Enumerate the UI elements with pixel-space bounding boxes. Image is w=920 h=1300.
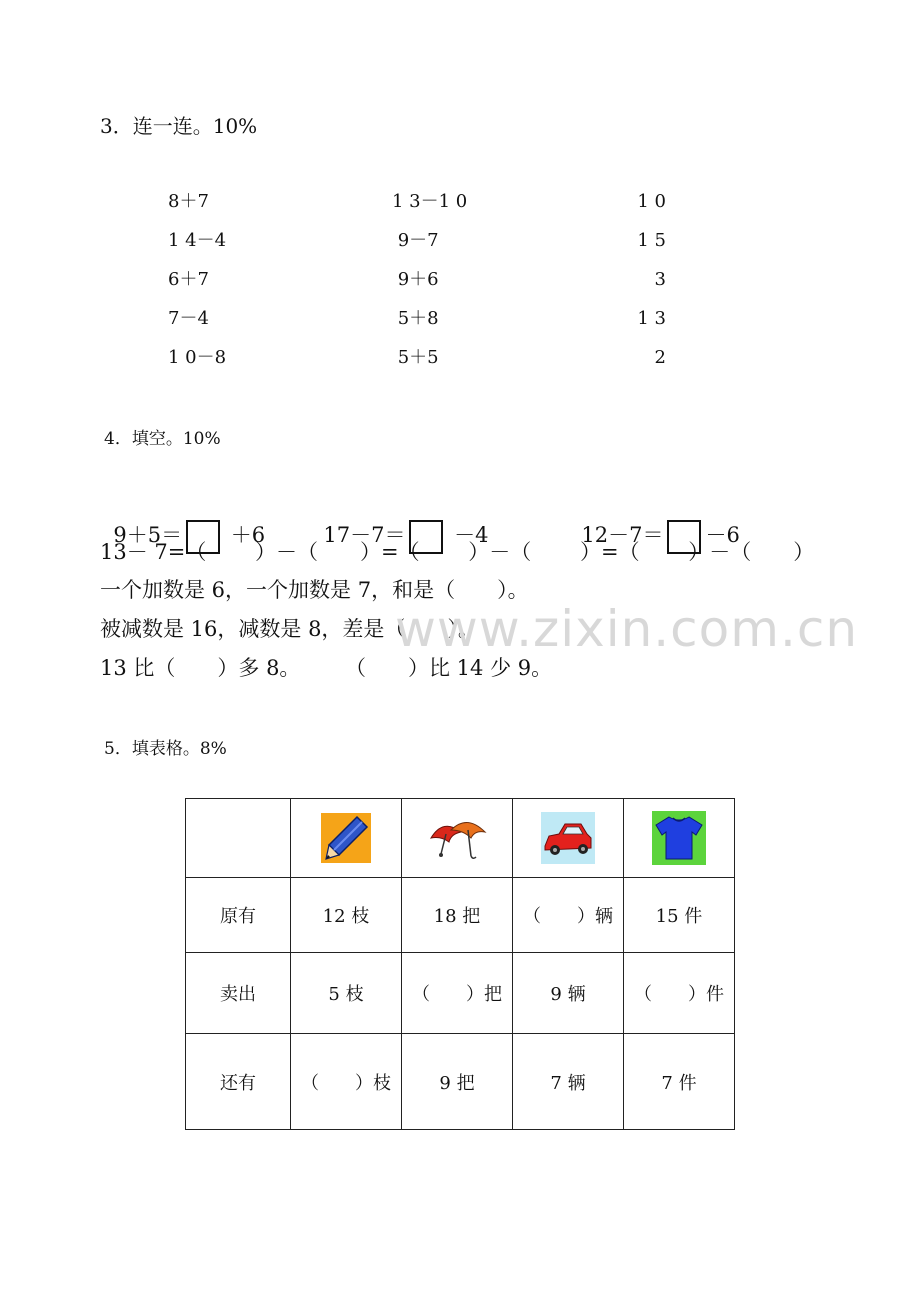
table-cell-blank[interactable]: （ ）辆: [513, 878, 624, 953]
q3-left-item[interactable]: 7－4: [168, 308, 209, 329]
eq1-left: 9＋5＝: [113, 523, 183, 547]
q3-left-item[interactable]: 1 4－4: [168, 230, 227, 251]
eq3-right: －6: [705, 523, 740, 547]
q5-title: 5．填表格。8%: [104, 739, 227, 759]
table-cell: 18 把: [402, 878, 513, 953]
row-label: 卖出: [186, 953, 291, 1034]
header-car: [513, 799, 624, 878]
q3-right-item[interactable]: 2: [654, 347, 666, 368]
q3-middle-item[interactable]: 5＋5: [392, 347, 439, 368]
table-row: [186, 878, 735, 953]
header-umbrella: [402, 799, 513, 878]
table-row: [186, 1034, 735, 1130]
table-cell: 7 辆: [513, 1034, 624, 1130]
table-cell: 15 件: [624, 878, 735, 953]
q3-right-item[interactable]: 1 0: [637, 191, 666, 212]
eq2-right: －4: [447, 523, 489, 547]
table-cell: 12 枝: [291, 878, 402, 953]
table-header-row: [186, 799, 735, 878]
q5-table: [185, 798, 735, 1130]
car-icon: [541, 812, 595, 864]
q4-line-3[interactable]: 一个加数是 6，一个加数是 7，和是（ ）。: [100, 578, 529, 602]
table-cell-blank[interactable]: （ ）把: [402, 953, 513, 1034]
row-label: 还有: [186, 1034, 291, 1130]
table-cell: 5 枝: [291, 953, 402, 1034]
table-cell-blank[interactable]: （ ）枝: [291, 1034, 402, 1130]
q3-middle-item[interactable]: 5＋8: [392, 308, 439, 329]
q4-line-4[interactable]: 被减数是 16，减数是 8，差是（ ）。: [100, 617, 479, 641]
q4-title: 4．填空。10%: [104, 429, 221, 449]
table-cell-blank[interactable]: （ ）件: [624, 953, 735, 1034]
q3-title: 3．连一连。10%: [100, 114, 258, 138]
q3-column-left: [168, 182, 226, 377]
eq3-left: 12－7＝: [581, 523, 664, 547]
shirt-icon: [652, 811, 706, 865]
row-label: 原有: [186, 878, 291, 953]
q3-column-middle: [392, 182, 467, 377]
q3-middle-item[interactable]: 9＋6: [392, 269, 439, 290]
table-row: [186, 953, 735, 1034]
q3-middle-item[interactable]: 1 3－1 0: [392, 191, 468, 212]
q3-left-item[interactable]: 6＋7: [168, 269, 209, 290]
q3-middle-item[interactable]: 9－7: [392, 230, 439, 251]
watermark: www.zixin.com.cn: [395, 600, 859, 658]
q3-right-item[interactable]: 1 5: [637, 230, 666, 251]
pencil-icon: [321, 813, 371, 863]
table-cell: 7 件: [624, 1034, 735, 1130]
header-shirt: [624, 799, 735, 878]
q3-column-right: [600, 182, 666, 377]
eq2-left: 17－7＝: [323, 523, 406, 547]
eq1-right: ＋6: [224, 523, 266, 547]
q3-left-item[interactable]: 1 0－8: [168, 347, 227, 368]
q3-left-item[interactable]: 8＋7: [168, 191, 209, 212]
q4-line-2[interactable]: 13－ 7=（ ）－（ ）=（ ）－（ ）=（ ）－（ ）: [100, 540, 815, 564]
table-corner-cell: [186, 799, 291, 878]
q3-right-item[interactable]: 1 3: [637, 308, 666, 329]
umbrella-icon: [427, 816, 487, 861]
q3-right-item[interactable]: 3: [654, 269, 666, 290]
q4-line-5b[interactable]: （ ）比 14 少 9。: [345, 656, 553, 680]
q4-line-5a[interactable]: 13 比（ ）多 8。: [100, 656, 301, 680]
header-pencil: [291, 799, 402, 878]
table-cell: 9 把: [402, 1034, 513, 1130]
table-cell: 9 辆: [513, 953, 624, 1034]
